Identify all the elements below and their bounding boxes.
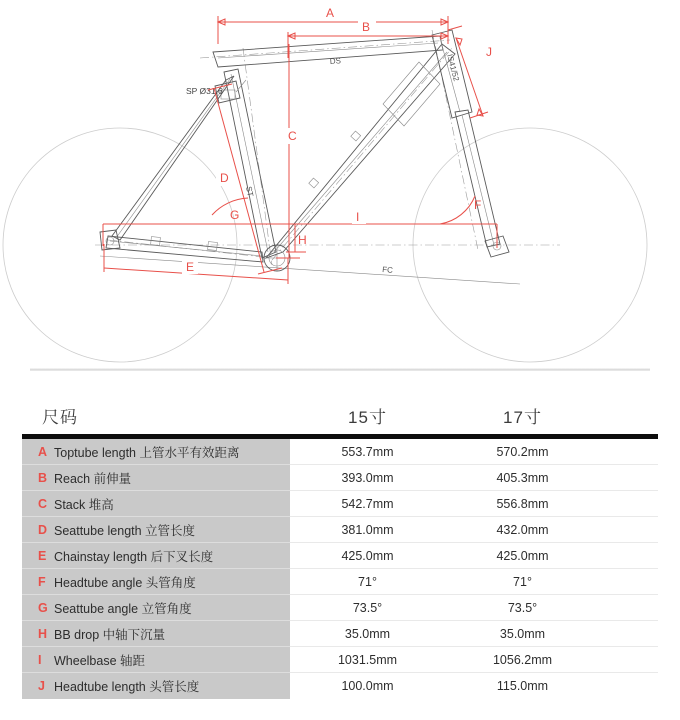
row-value-size-17: 425.0mm bbox=[445, 543, 600, 568]
row-value-size-15: 393.0mm bbox=[290, 465, 445, 490]
chain-stay-inner bbox=[110, 241, 262, 256]
lower-reference-line bbox=[100, 256, 520, 284]
row-value-size-17: 405.3mm bbox=[445, 465, 600, 490]
row-key-letter: E bbox=[38, 548, 47, 563]
dimension-h-label: H bbox=[298, 233, 307, 247]
row-key-letter: F bbox=[38, 574, 46, 589]
dimension-g-label: G bbox=[230, 208, 240, 222]
dimension-g bbox=[212, 198, 248, 222]
top-tube-inner bbox=[218, 43, 438, 58]
seattube-center-line bbox=[243, 48, 272, 265]
table-row bbox=[22, 595, 658, 621]
fork-inner bbox=[462, 115, 494, 245]
row-value-size-17: 73.5° bbox=[445, 595, 600, 620]
table-row bbox=[22, 491, 658, 517]
table-header-row bbox=[0, 386, 680, 430]
row-value-size-15: 1031.5mm bbox=[290, 647, 445, 672]
row-label-text: Chainstay length 后下叉长度 bbox=[54, 549, 214, 564]
row-spacer bbox=[600, 543, 658, 568]
row-spacer bbox=[600, 465, 658, 490]
dimension-i-label: I bbox=[356, 210, 360, 224]
row-value-size-17: 115.0mm bbox=[445, 673, 600, 698]
dimension-b bbox=[288, 20, 448, 58]
row-value-size-17: 35.0mm bbox=[445, 621, 600, 646]
table-row bbox=[22, 517, 658, 543]
row-label-cell bbox=[22, 491, 290, 517]
toptube-center-line bbox=[200, 40, 450, 58]
row-spacer bbox=[600, 595, 658, 620]
row-key-letter: D bbox=[38, 522, 48, 537]
row-label-cell bbox=[22, 595, 290, 621]
row-label-text: Headtube angle 头管角度 bbox=[54, 575, 196, 590]
row-label-cell bbox=[22, 543, 290, 569]
table-row bbox=[22, 439, 658, 465]
row-value-size-17: 432.0mm bbox=[445, 517, 600, 542]
row-key-letter: I bbox=[38, 652, 42, 667]
row-value-size-15: 425.0mm bbox=[290, 543, 445, 568]
row-value-size-15: 71° bbox=[290, 569, 445, 594]
row-value-size-15: 100.0mm bbox=[290, 673, 445, 698]
row-label-text: Stack 堆高 bbox=[54, 497, 114, 512]
table-row bbox=[22, 465, 658, 491]
row-label-cell bbox=[22, 673, 290, 699]
geometry-spec-table bbox=[0, 386, 680, 698]
table-header-size: 尺码 bbox=[42, 408, 78, 427]
row-spacer bbox=[600, 439, 658, 464]
row-key-letter: H bbox=[38, 626, 48, 641]
row-label-text: Headtube length 头管长度 bbox=[54, 680, 200, 694]
row-key-letter: G bbox=[38, 600, 48, 615]
table-row bbox=[22, 543, 658, 569]
table-row bbox=[22, 621, 658, 647]
table-row bbox=[22, 569, 658, 595]
table-row bbox=[22, 673, 658, 698]
row-value-size-17: 556.8mm bbox=[445, 491, 600, 516]
dimension-d-label: D bbox=[220, 171, 229, 185]
dimension-f bbox=[440, 196, 481, 224]
row-value-size-15: 542.7mm bbox=[290, 491, 445, 516]
row-value-size-17: 570.2mm bbox=[445, 439, 600, 464]
row-label-text: Seattube length 立管长度 bbox=[54, 523, 196, 538]
row-value-size-15: 553.7mm bbox=[290, 439, 445, 464]
bottle-boss-a bbox=[309, 178, 319, 188]
dimension-a-label: A bbox=[326, 6, 335, 20]
chainstay-label: FC bbox=[381, 265, 394, 275]
row-value-size-15: 381.0mm bbox=[290, 517, 445, 542]
seat-tube-outline bbox=[224, 69, 276, 258]
row-label-cell bbox=[22, 621, 290, 647]
row-label-text: Seattube angle 立管角度 bbox=[54, 601, 192, 616]
row-label-text: Toptube length 上管水平有效距离 bbox=[54, 445, 240, 460]
table-header-size-17: 17寸 bbox=[503, 408, 542, 427]
seat-tube-code-label: ST bbox=[244, 185, 255, 198]
seat-tube-inner bbox=[231, 74, 268, 252]
dimension-e-label: E bbox=[186, 260, 195, 274]
dimension-b-label: B bbox=[362, 20, 371, 34]
row-spacer bbox=[600, 621, 658, 646]
row-value-size-15: 35.0mm bbox=[290, 621, 445, 646]
row-label-text: Wheelbase 轴距 bbox=[54, 653, 146, 668]
row-key-letter: C bbox=[38, 496, 48, 511]
dimension-c-label: C bbox=[288, 129, 297, 143]
head-tube-spec-label: IS41/52 bbox=[445, 53, 461, 83]
row-spacer bbox=[600, 647, 658, 672]
dimension-f-label: F bbox=[474, 198, 482, 212]
dimension-d bbox=[208, 84, 282, 274]
row-key-letter: J bbox=[38, 679, 45, 693]
row-spacer bbox=[600, 517, 658, 542]
row-spacer bbox=[600, 569, 658, 594]
row-label-cell bbox=[22, 569, 290, 595]
row-key-letter: A bbox=[38, 444, 48, 459]
down-tube-outline bbox=[266, 44, 455, 258]
row-label-text: Reach 前伸量 bbox=[54, 471, 132, 486]
row-spacer bbox=[600, 673, 658, 698]
row-value-size-15: 73.5° bbox=[290, 595, 445, 620]
row-label-cell bbox=[22, 647, 290, 673]
top-tube-code-label: DS bbox=[329, 56, 342, 66]
table-row bbox=[22, 647, 658, 673]
row-value-size-17: 71° bbox=[445, 569, 600, 594]
section-divider bbox=[30, 368, 650, 371]
row-spacer bbox=[600, 491, 658, 516]
table-header-size-15: 15寸 bbox=[348, 408, 387, 427]
top-tube-outline bbox=[213, 36, 443, 67]
row-label-cell bbox=[22, 439, 290, 465]
row-key-letter: B bbox=[38, 470, 48, 485]
row-value-size-17: 1056.2mm bbox=[445, 647, 600, 672]
row-label-cell bbox=[22, 517, 290, 543]
row-label-text: BB drop 中轴下沉量 bbox=[54, 627, 166, 642]
seatpost-spec-label: SP Ø31.6 bbox=[186, 86, 223, 96]
downtube-center-line bbox=[272, 48, 452, 260]
dimension-j-label: J bbox=[486, 45, 492, 59]
row-label-cell bbox=[22, 465, 290, 491]
bottle-boss-b bbox=[351, 131, 361, 141]
table-body bbox=[22, 439, 658, 698]
